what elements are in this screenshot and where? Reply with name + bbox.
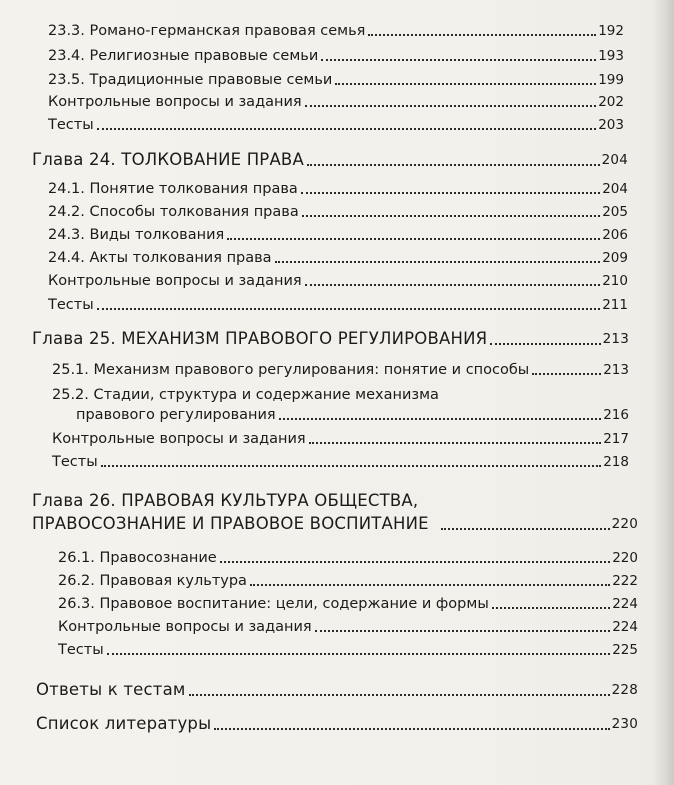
leader-dots [368, 34, 596, 36]
toc-entry-page: 222 [612, 573, 638, 589]
toc-entry [58, 641, 638, 659]
leader-dots [492, 607, 610, 609]
toc-entry-title: 26.1. Правосознание [58, 550, 217, 566]
chapter-page: 230 [611, 716, 638, 732]
toc-entry-page: 217 [603, 431, 629, 447]
chapter-heading [32, 329, 629, 349]
toc-entry-page: 224 [612, 619, 638, 635]
toc-entry-page: 206 [602, 227, 628, 243]
toc-entry-title: 24.4. Акты толкования права [48, 250, 272, 266]
toc-entry-title: Контрольные вопросы и задания [48, 273, 302, 289]
leader-dots [101, 465, 602, 467]
toc-entry-title: Контрольные вопросы и задания [48, 94, 302, 110]
toc-entry-page: 218 [603, 454, 629, 470]
chapter-heading [32, 150, 628, 170]
toc-entry-page: 210 [602, 273, 628, 289]
chapter-page: 228 [611, 682, 638, 698]
toc-entry-title: Контрольные вопросы и задания [52, 431, 306, 447]
chapter-title: Глава 24. ТОЛКОВАНИЕ ПРАВА [32, 150, 304, 169]
toc-entry [52, 430, 629, 448]
toc-entry-title: 26.3. Правовое воспитание: цели, содержание и формы [58, 596, 489, 612]
toc-entry [58, 549, 638, 567]
toc-entry [48, 226, 628, 244]
toc-entry-page: 203 [598, 117, 624, 133]
leader-dots [220, 561, 611, 563]
leader-dots [441, 528, 610, 530]
toc-entry-page: 202 [598, 94, 624, 110]
toc-entry-title: Тесты [48, 297, 94, 313]
chapter-title: Ответы к тестам [36, 680, 186, 699]
toc-entry-title: 26.2. Правовая культура [58, 573, 247, 589]
toc-entry [48, 180, 628, 198]
toc-entry-page: 220 [612, 550, 638, 566]
chapter-heading [36, 680, 638, 700]
leader-dots [97, 308, 601, 310]
toc-entry [48, 203, 628, 221]
chapter-heading [32, 514, 638, 534]
chapter-heading [36, 714, 638, 734]
toc-entry-page: 224 [612, 596, 638, 612]
toc-entry-title: 24.3. Виды толкования [48, 227, 225, 243]
leader-dots [335, 83, 596, 85]
toc-entry-title: 24.1. Понятие толкования права [48, 181, 298, 197]
leader-dots [309, 442, 602, 444]
leader-dots [315, 630, 611, 632]
toc-entry-page: 213 [603, 362, 629, 378]
toc-entry [48, 116, 624, 134]
toc-entry-title: 23.3. Романо-германская правовая семья [48, 23, 366, 39]
leader-dots [532, 373, 601, 375]
toc-entry-page: 204 [602, 181, 628, 197]
toc-entry-title: 25.1. Механизм правового регулирования: понятие и способы [52, 362, 530, 378]
chapter-title: Список литературы [36, 714, 212, 733]
toc-entry [48, 71, 624, 89]
leader-dots [279, 418, 602, 420]
toc-entry-page: 225 [612, 642, 638, 658]
toc-entry-page: 209 [602, 250, 628, 266]
toc-entry [48, 272, 628, 290]
toc-entry [48, 93, 624, 111]
toc-entry-page: 211 [602, 297, 628, 313]
toc-entry [52, 453, 629, 471]
toc-entry-page: 193 [598, 48, 624, 64]
toc-entry-title: 23.4. Религиозные правовые семьи [48, 48, 319, 64]
leader-dots [97, 128, 597, 130]
toc-entry [52, 361, 629, 379]
toc-entry [58, 618, 638, 636]
leader-dots [301, 192, 600, 194]
chapter-title-first-line: Глава 26. ПРАВОВАЯ КУЛЬТУРА ОБЩЕСТВА, [32, 491, 419, 510]
leader-dots [302, 215, 601, 217]
toc-entry-title: 24.2. Способы толкования права [48, 204, 299, 220]
toc-entry-title: Тесты [48, 117, 94, 133]
toc-entry-title: правового регулирования [76, 407, 276, 423]
toc-entry-page: 192 [598, 23, 624, 39]
leader-dots [189, 694, 610, 696]
toc-entry-first-line: 25.2. Стадии, структура и содержание механизма [52, 387, 439, 403]
chapter-title: Глава 25. МЕХАНИЗМ ПРАВОВОГО РЕГУЛИРОВАНИЯ [32, 329, 488, 348]
toc-entry-page: 205 [602, 204, 628, 220]
toc-entry [58, 595, 638, 613]
leader-dots [490, 343, 600, 345]
toc-entry [48, 22, 624, 40]
toc-entry [76, 406, 629, 424]
leader-dots [305, 105, 597, 107]
chapter-page: 220 [611, 516, 638, 532]
leader-dots [107, 653, 611, 655]
toc-entry [58, 572, 638, 590]
leader-dots [305, 284, 601, 286]
toc-entry-title: Контрольные вопросы и задания [58, 619, 312, 635]
chapter-title: ПРАВОСОЗНАНИЕ И ПРАВОВОЕ ВОСПИТАНИЕ [32, 514, 429, 533]
toc-entry-title: Тесты [58, 642, 104, 658]
toc-entry [48, 47, 624, 65]
chapter-page: 213 [602, 331, 629, 347]
chapter-page: 204 [601, 152, 628, 168]
toc-entry-page: 216 [603, 407, 629, 423]
leader-dots [214, 728, 609, 730]
toc-entry-title: 23.5. Традиционные правовые семьи [48, 72, 333, 88]
leader-dots [307, 164, 600, 166]
toc-entry-page: 199 [598, 72, 624, 88]
leader-dots [275, 261, 601, 263]
toc-entry [48, 296, 628, 314]
leader-dots [227, 238, 600, 240]
leader-dots [321, 59, 596, 61]
leader-dots [250, 584, 610, 586]
toc-entry [48, 249, 628, 267]
toc-entry-title: Тесты [52, 454, 98, 470]
